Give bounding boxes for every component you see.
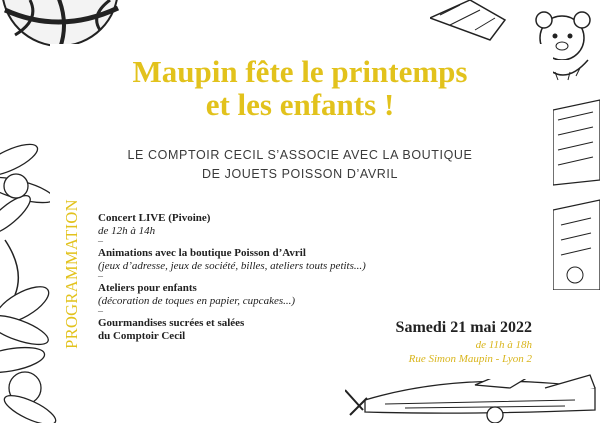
program-item-title: Gourmandises sucrées et salées bbox=[98, 317, 245, 329]
title-line-1: Maupin fête le printemps bbox=[132, 54, 468, 89]
subtitle-line-2: DE JOUETS POISSON D’AVRIL bbox=[201, 167, 399, 181]
program-separator: – bbox=[98, 271, 103, 282]
program-item-ateliers bbox=[98, 282, 388, 307]
subtitle bbox=[0, 146, 600, 184]
event-info bbox=[396, 318, 532, 366]
programmation-label bbox=[62, 178, 82, 370]
event-place: Rue Simon Maupin - Lyon 2 bbox=[408, 353, 532, 365]
program-item-title: Animations avec la boutique Poisson d’Avril bbox=[98, 247, 306, 259]
title-line-2: et les enfants ! bbox=[205, 87, 395, 122]
program-item-title: Concert LIVE (Pivoine) bbox=[98, 212, 211, 224]
program-item-title-line-2: du Comptoir Cecil bbox=[98, 329, 186, 342]
program-separator: – bbox=[98, 236, 103, 247]
subtitle-line-1: LE COMPTOIR CECIL S’ASSOCIE AVEC LA BOUTIQUE bbox=[127, 148, 473, 162]
program-item-detail: (jeux d’adresse, jeux de société, billes, ateliers touts petits...) bbox=[98, 259, 366, 272]
program-item-animations bbox=[98, 247, 388, 272]
program-list bbox=[98, 212, 388, 342]
basketball-icon bbox=[0, 0, 150, 50]
program-separator: – bbox=[98, 306, 103, 317]
program-item-concert bbox=[98, 212, 388, 237]
program-item-detail: (décoration de toques en papier, cupcakes...) bbox=[98, 294, 296, 307]
programmation-text: PROGRAMMATION bbox=[62, 199, 81, 349]
page-title bbox=[0, 55, 600, 121]
program-item-detail: de 12h à 14h bbox=[98, 224, 156, 237]
event-date: Samedi 21 mai 2022 bbox=[395, 319, 532, 336]
program-item-title: Ateliers pour enfants bbox=[98, 282, 197, 294]
event-time: de 11h à 18h bbox=[475, 339, 532, 351]
program-item-gourmandises bbox=[98, 317, 388, 342]
